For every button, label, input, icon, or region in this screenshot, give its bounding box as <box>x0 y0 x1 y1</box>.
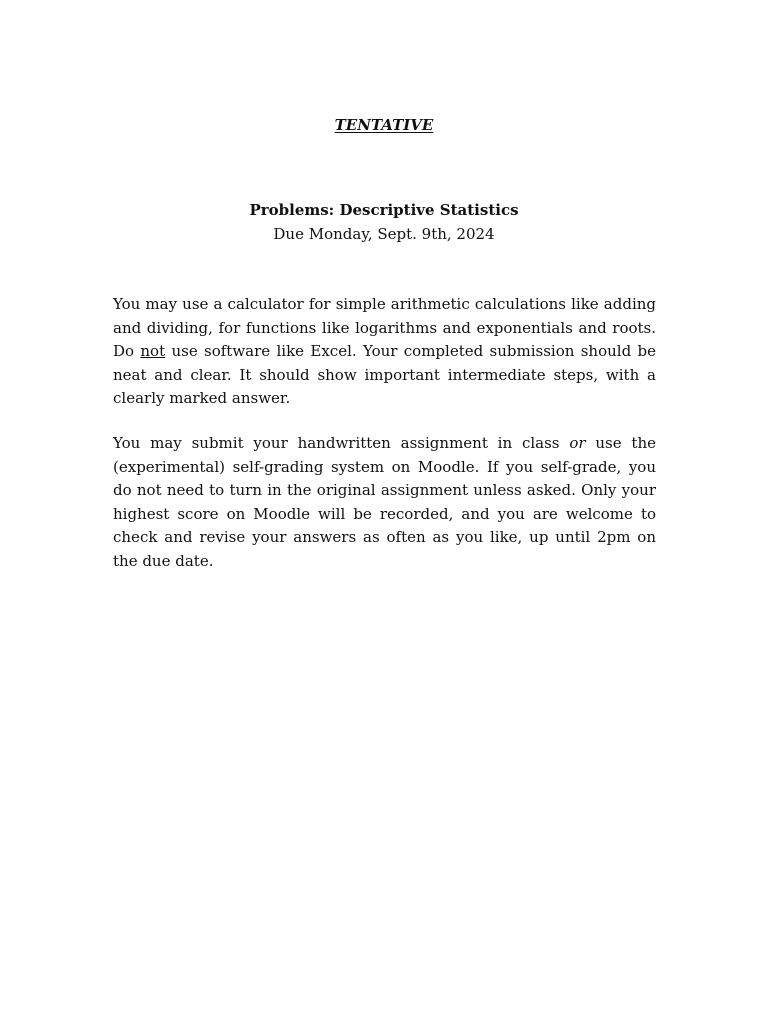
submission-text-start: You may submit your handwritten assignment in class <box>113 434 570 452</box>
tentative-label: TENTATIVE <box>334 116 434 134</box>
emphasis-not: not <box>140 342 166 360</box>
due-date: Due Monday, Sept. 9th, 2024 <box>273 225 495 243</box>
calculator-text-start: You may use a calculator for simple arithmetic calculations like adding and dividing, for functions like logarithms and exponentials and roots. Do <box>113 295 656 360</box>
calculator-text-end: use software like Excel. Your completed submission should be neat and clear. It should show important intermediate steps, with a clearly marked answer. <box>113 342 656 407</box>
submission-instructions <box>113 432 656 573</box>
emphasis-or: or <box>569 434 586 452</box>
calculator-instructions <box>113 293 656 411</box>
assignment-title: Problems: Descriptive Statistics <box>249 201 519 219</box>
submission-text-end: use the (experimental) self-grading system on Moodle. If you self-grade, you do not need to turn in the original assignment unless asked. Only your highest score on Moodle will be recorded, and you are welcome to check and revise your answers as often as you like, up until 2pm on the due date. <box>113 434 656 570</box>
